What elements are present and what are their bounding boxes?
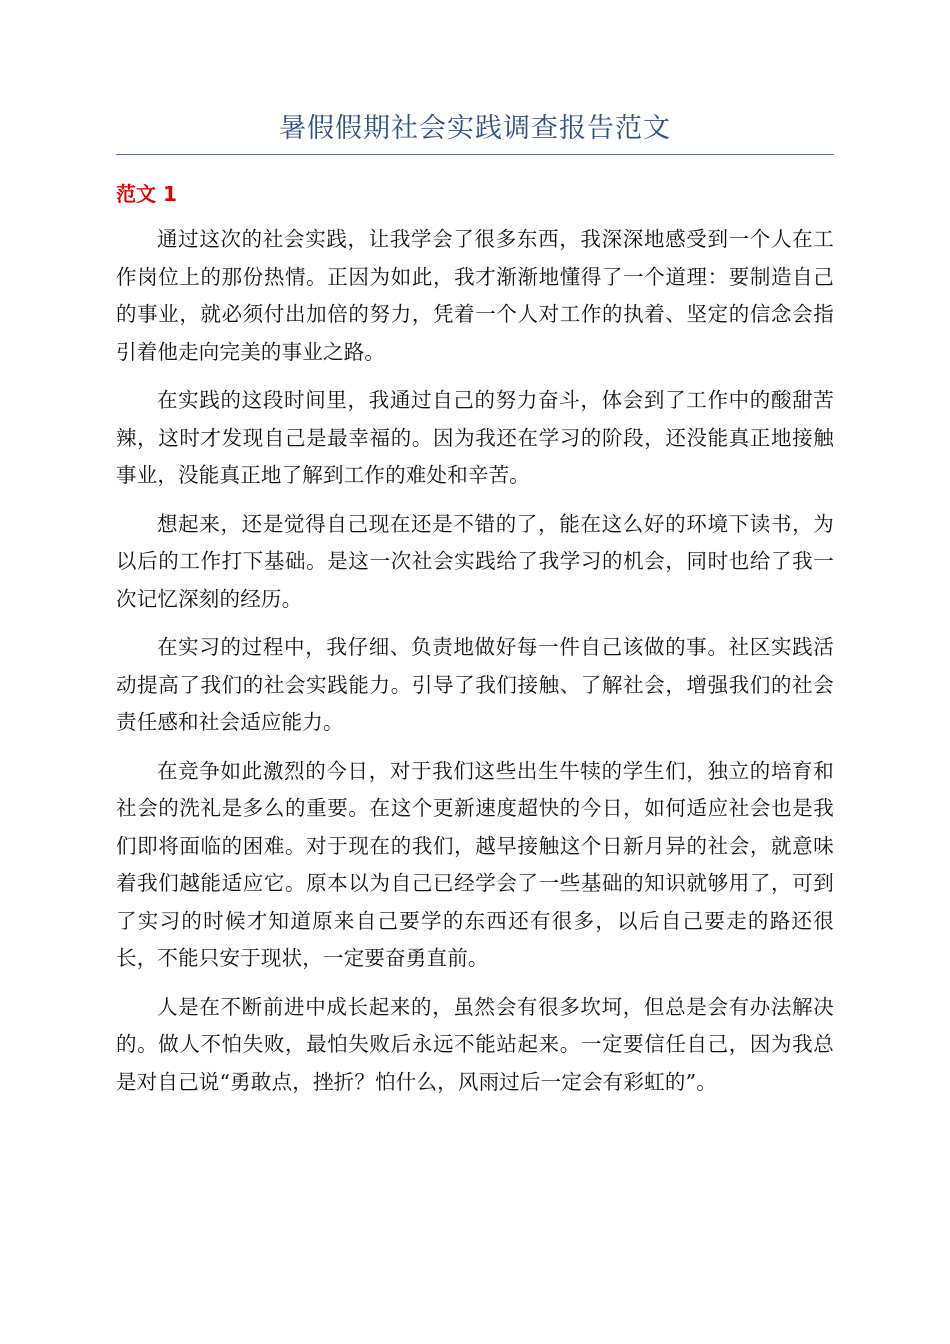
section-heading: 范文 1 [116, 182, 177, 206]
paragraph-4: 在实习的过程中，我仔细、负责地做好每一件自己该做的事。社区实践活动提高了我们的社会实践能力。引导了我们接触、了解社会，增强我们的社会责任感和社会适应能力。 [116, 635, 834, 734]
title-underline [116, 154, 834, 155]
paragraph-2: 在实践的这段时间里，我通过自己的努力奋斗，体会到了工作中的酸甜苦辣，这时才发现自己是最幸福的。因为我还在学习的阶段，还没能真正地接触事业，没能真正地了解到工作的难处和辛苦。 [116, 388, 834, 487]
paragraph-6: 人是在不断前进中成长起来的，虽然会有很多坎坷，但总是会有办法解决的。做人不怕失败，最怕失败后永远不能站起来。一定要信任自己，因为我总是对自己说“勇敢点，挫折？怕什么，风雨过后一定会有彩虹的”。 [116, 994, 834, 1094]
paragraph-3: 想起来，还是觉得自己现在还是不错的了，能在这么好的环境下读书，为以后的工作打下基础。是这一次社会实践给了我学习的机会，同时也给了我一次记忆深刻的经历。 [116, 511, 834, 611]
paragraph-5: 在竞争如此激烈的今日，对于我们这些出生牛犊的学生们，独立的培育和社会的洗礼是多么的重要。在这个更新速度超快的今日，如何适应社会也是我们即将面临的困难。对于现在的我们，越早接触这个日新月异的社会，就意味着我们越能适应它。原本以为自己已经学会了一些基础的知识就够用了，可到了实习的时候才知道原来自己要学的东西还有很多，以后自己要走的路还很长，不能只安于现状，一定要奋勇直前。 [116, 758, 834, 970]
document-page [116, 108, 834, 1112]
paragraph-1: 通过这次的社会实践，让我学会了很多东西，我深深地感受到一个人在工作岗位上的那份热情。正因为如此，我才渐渐地懂得了一个道理：要制造自己的事业，就必须付出加倍的努力，凭着一个人对工作的执着、坚定的信念会指引着他走向完美的事业之路。 [116, 227, 834, 364]
document-title: 暑假假期社会实践调查报告范文 [279, 113, 671, 144]
